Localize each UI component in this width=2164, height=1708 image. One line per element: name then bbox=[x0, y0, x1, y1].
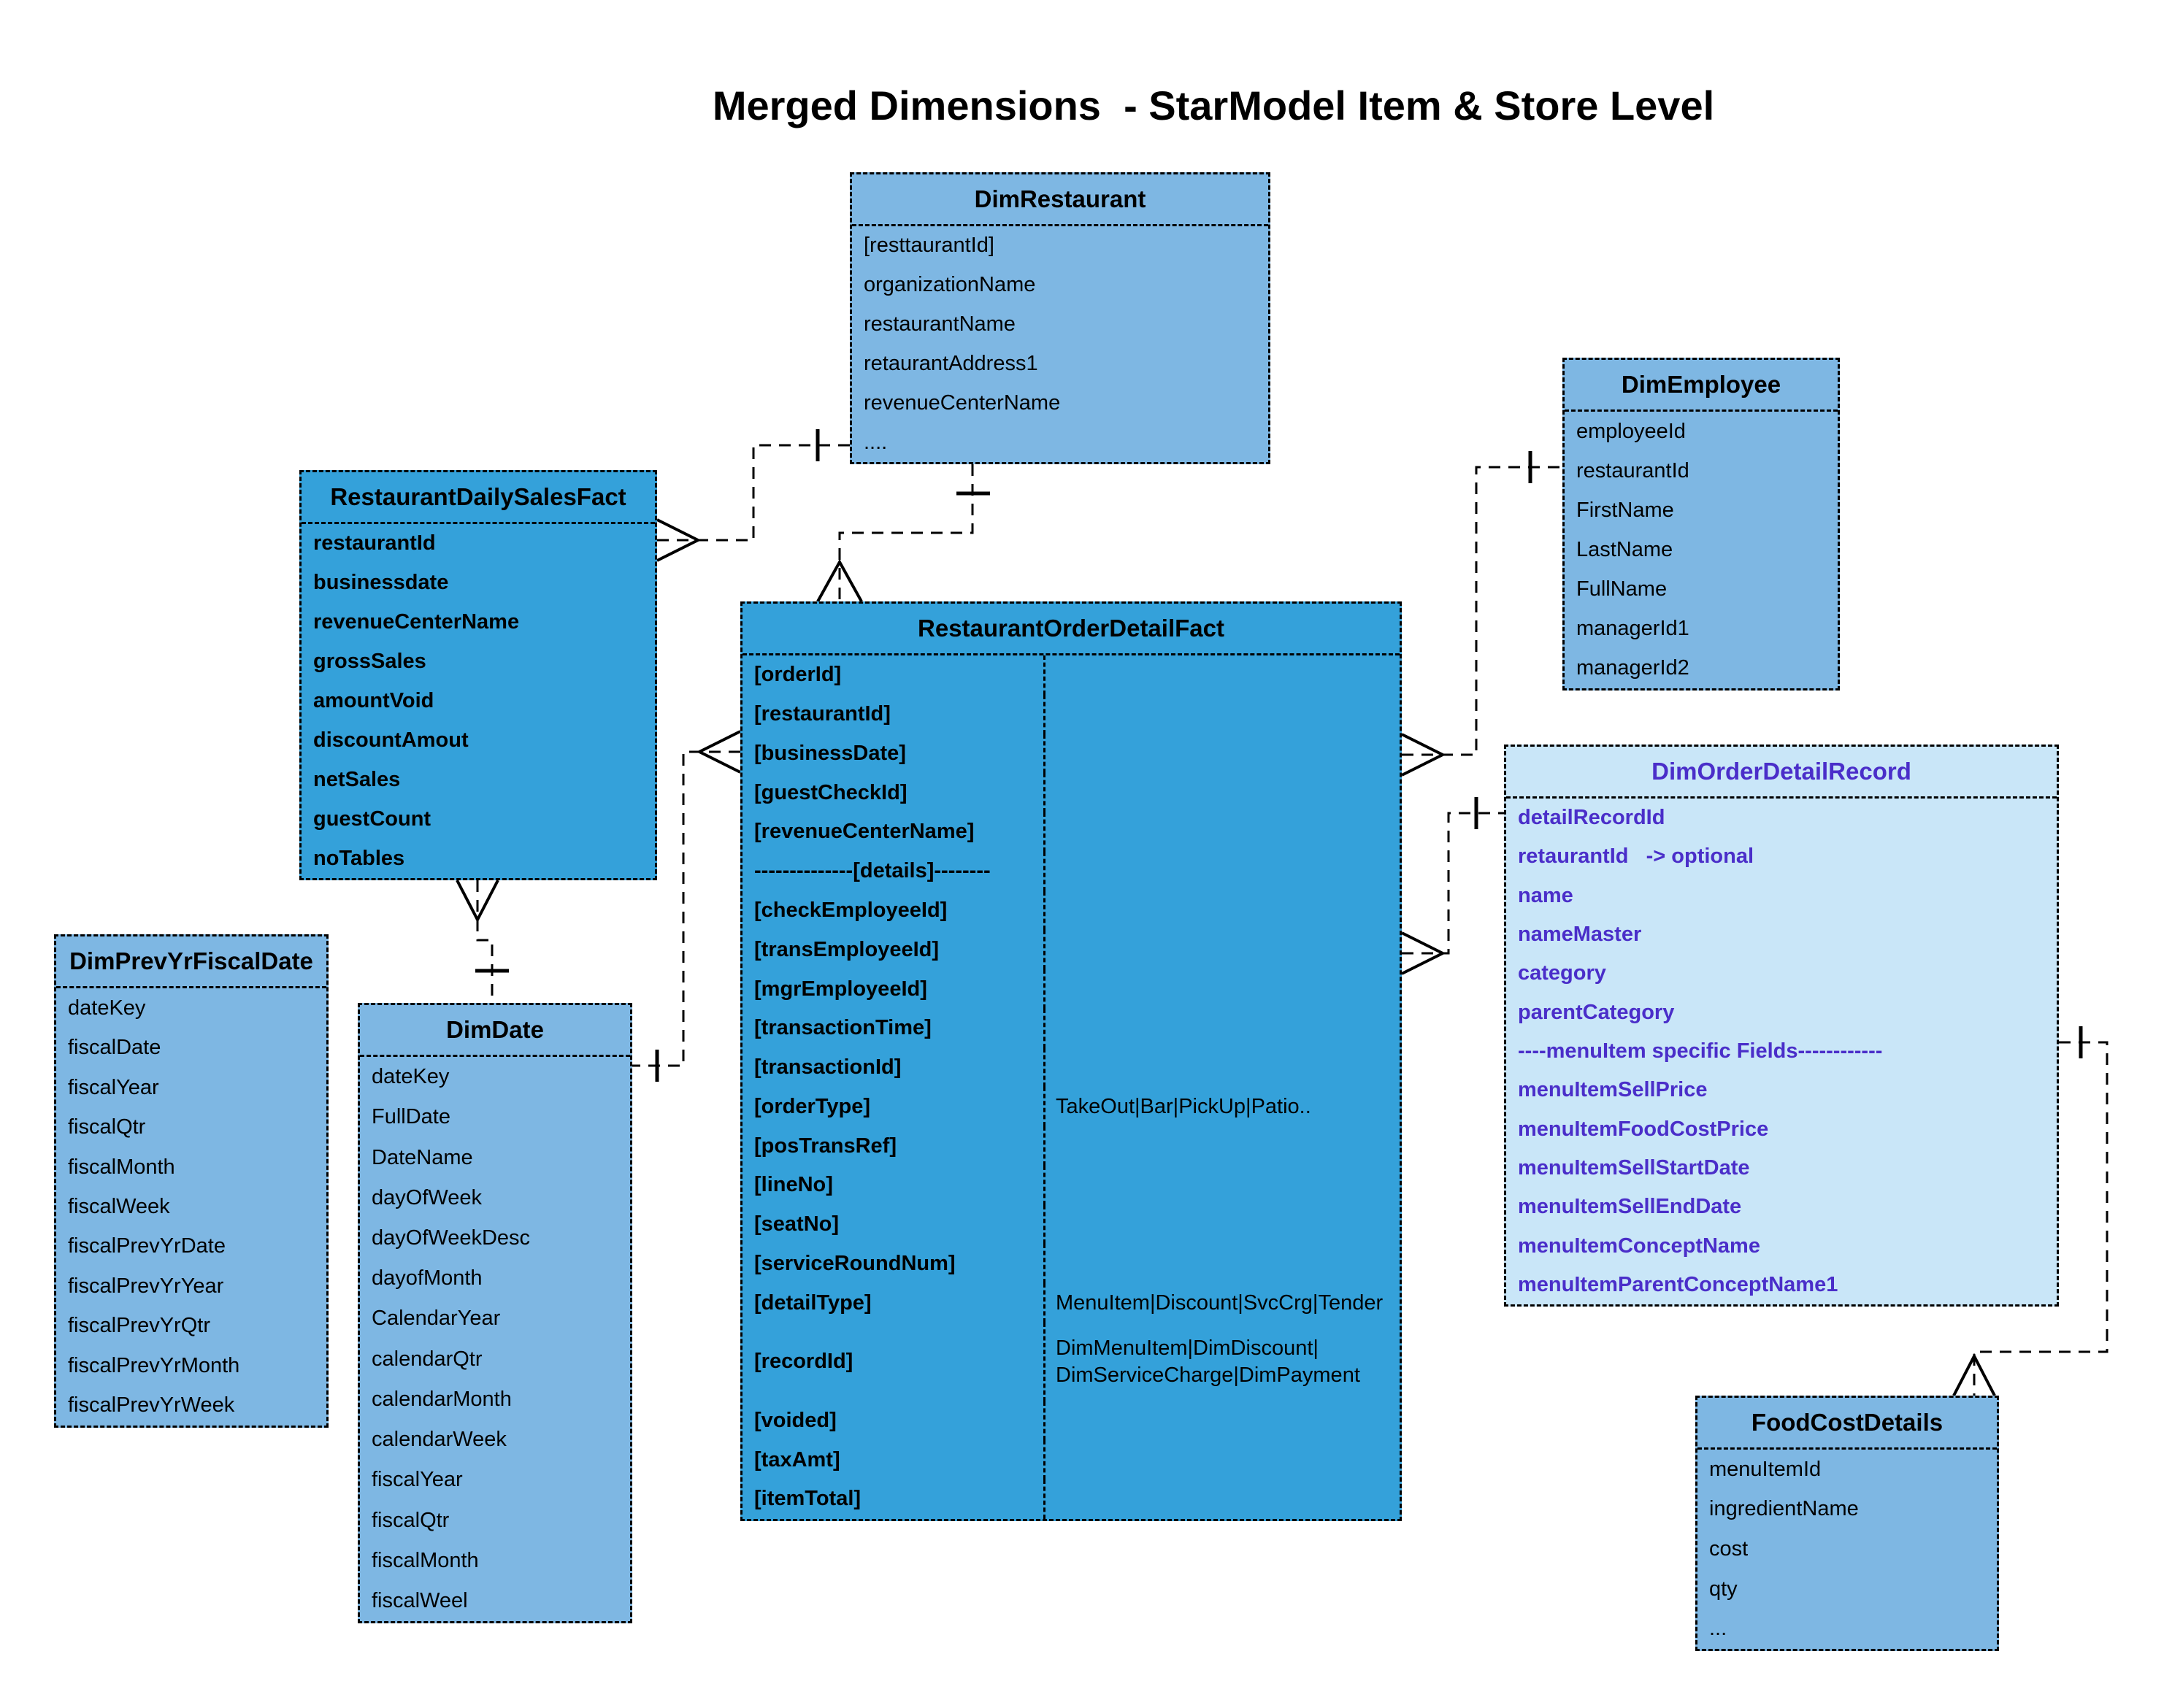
field-name: [orderType] bbox=[754, 1094, 870, 1118]
field-note bbox=[1043, 891, 1400, 931]
entity-dim-restaurant[interactable] bbox=[850, 172, 1270, 464]
field-row bbox=[743, 852, 1400, 891]
field-name: ... bbox=[1709, 1617, 1727, 1641]
field-row bbox=[743, 655, 1400, 695]
field-note bbox=[1043, 969, 1400, 1009]
field-name: fiscalMonth bbox=[68, 1155, 175, 1179]
field-row bbox=[743, 1205, 1400, 1245]
entity-restaurant-order-detail-fact[interactable] bbox=[740, 601, 1402, 1521]
field-name: [orderId] bbox=[754, 663, 842, 687]
field-row bbox=[743, 1440, 1400, 1480]
field-note: MenuItem|Discount|SvcCrg|Tender bbox=[1043, 1283, 1400, 1323]
field-name: calendarWeek bbox=[372, 1428, 507, 1452]
field-note bbox=[1043, 1126, 1400, 1166]
field-row bbox=[852, 266, 1268, 305]
field-row bbox=[56, 1307, 326, 1346]
field-note bbox=[1043, 655, 1400, 695]
entity-title: RestaurantOrderDetailFact bbox=[743, 604, 1400, 655]
field-name: [serviceRoundNum] bbox=[754, 1251, 956, 1275]
field-row bbox=[360, 1541, 630, 1581]
field-name: grossSales bbox=[313, 650, 426, 674]
field-name: parentCategory bbox=[1518, 1000, 1675, 1024]
field-row bbox=[360, 1218, 630, 1258]
field-note bbox=[1043, 1009, 1400, 1048]
field-note bbox=[1043, 930, 1400, 969]
field-name: qty bbox=[1709, 1577, 1738, 1601]
field-name: managerId1 bbox=[1576, 617, 1689, 641]
field-row bbox=[1565, 451, 1838, 491]
entity-food-cost-details[interactable] bbox=[1695, 1396, 1999, 1651]
field-row bbox=[743, 1166, 1400, 1205]
entity-fields bbox=[1506, 799, 2057, 1304]
field-row bbox=[1506, 1188, 2057, 1226]
field-name: fiscalWeek bbox=[68, 1194, 170, 1218]
field-row bbox=[1506, 1071, 2057, 1109]
field-name: guestCount bbox=[313, 807, 431, 831]
field-name: name bbox=[1518, 883, 1573, 907]
field-name: retaurantAddress1 bbox=[864, 351, 1038, 375]
field-row bbox=[1697, 1609, 1997, 1649]
field-name: [seatNo] bbox=[754, 1212, 840, 1236]
entity-fields bbox=[1565, 412, 1838, 688]
entity-fields bbox=[360, 1057, 630, 1621]
rel-dailysalesfact-dimdate-line bbox=[457, 880, 509, 1003]
field-row bbox=[56, 1227, 326, 1266]
field-row bbox=[1506, 1149, 2057, 1188]
field-row bbox=[56, 1386, 326, 1426]
field-row bbox=[360, 1380, 630, 1420]
entity-dim-employee[interactable] bbox=[1562, 358, 1840, 690]
field-row bbox=[743, 1244, 1400, 1283]
field-name: calendarMonth bbox=[372, 1387, 512, 1411]
field-row bbox=[56, 1028, 326, 1067]
field-name: detailRecordId bbox=[1518, 806, 1665, 830]
field-name: restaurantId bbox=[313, 531, 436, 555]
field-note bbox=[1043, 852, 1400, 891]
rel-orderdetailfact-dimemployee-line bbox=[1402, 451, 1562, 775]
field-row bbox=[1506, 1032, 2057, 1071]
field-note bbox=[1043, 1480, 1400, 1519]
field-name: ----menuItem specific Fields------------ bbox=[1518, 1039, 1883, 1063]
field-row bbox=[743, 773, 1400, 812]
entity-title: DimEmployee bbox=[1565, 360, 1838, 412]
entity-fields bbox=[302, 524, 655, 878]
field-name: dateKey bbox=[372, 1065, 450, 1089]
field-name: --------------[details]-------- bbox=[754, 859, 991, 883]
field-name: retaurantId -> optional bbox=[1518, 845, 1754, 869]
field-row bbox=[360, 1581, 630, 1621]
field-name: [revenueCenterName] bbox=[754, 820, 975, 844]
entity-fields bbox=[56, 988, 326, 1426]
field-name: dayOfWeek bbox=[372, 1185, 482, 1209]
field-name: netSales bbox=[313, 767, 401, 791]
field-row bbox=[1506, 993, 2057, 1032]
field-name: [taxAmt] bbox=[754, 1447, 840, 1472]
field-row bbox=[1506, 954, 2057, 993]
field-name: revenueCenterName bbox=[313, 610, 520, 634]
field-row bbox=[1565, 649, 1838, 688]
field-row bbox=[1506, 1226, 2057, 1265]
field-row bbox=[1506, 799, 2057, 837]
field-row bbox=[743, 1480, 1400, 1519]
field-name: noTables bbox=[313, 846, 405, 870]
field-name: fiscalMonth bbox=[372, 1548, 479, 1572]
field-note: DimMenuItem|DimDiscount| DimServiceCharge|DimPayment bbox=[1043, 1323, 1400, 1401]
field-row bbox=[743, 891, 1400, 931]
field-name: restaurantId bbox=[1576, 458, 1689, 482]
field-row bbox=[56, 1266, 326, 1306]
field-row bbox=[852, 344, 1268, 383]
field-row bbox=[743, 969, 1400, 1009]
field-note bbox=[1043, 773, 1400, 812]
field-name: CalendarYear bbox=[372, 1307, 501, 1331]
field-name: FullName bbox=[1576, 577, 1668, 601]
field-row bbox=[1565, 412, 1838, 451]
field-name: managerId2 bbox=[1576, 656, 1689, 680]
field-name: [transactionTime] bbox=[754, 1016, 932, 1040]
field-row bbox=[852, 423, 1268, 462]
field-name: [checkEmployeeId] bbox=[754, 898, 948, 922]
field-name: [transEmployeeId] bbox=[754, 937, 939, 961]
field-name: nameMaster bbox=[1518, 923, 1642, 947]
field-name: [itemTotal] bbox=[754, 1487, 862, 1511]
field-name: businessdate bbox=[313, 571, 449, 595]
field-name: dayOfWeekDesc bbox=[372, 1226, 531, 1250]
field-name: [resttaurantId] bbox=[864, 234, 994, 258]
field-row bbox=[743, 695, 1400, 734]
field-row bbox=[1565, 491, 1838, 530]
field-name: dateKey bbox=[68, 996, 146, 1020]
field-row bbox=[302, 799, 655, 839]
field-name: employeeId bbox=[1576, 419, 1686, 443]
field-row bbox=[56, 1187, 326, 1226]
field-name: [detailType] bbox=[754, 1290, 872, 1315]
field-name: [guestCheckId] bbox=[754, 780, 908, 804]
field-row bbox=[360, 1420, 630, 1460]
field-name: menuItemParentConceptName1 bbox=[1518, 1272, 1838, 1296]
field-row bbox=[743, 1401, 1400, 1441]
field-note bbox=[1043, 812, 1400, 852]
entity-fields bbox=[743, 655, 1400, 1519]
field-name: fiscalPrevYrMonth bbox=[68, 1353, 240, 1377]
entity-fields bbox=[1697, 1450, 1997, 1649]
field-row bbox=[1565, 530, 1838, 569]
field-row bbox=[743, 734, 1400, 774]
field-name: fiscalPrevYrYear bbox=[68, 1274, 224, 1298]
field-name: FirstName bbox=[1576, 498, 1674, 522]
field-name: [voided] bbox=[754, 1408, 837, 1432]
field-row bbox=[1697, 1569, 1997, 1609]
field-name: calendarQtr bbox=[372, 1347, 483, 1371]
field-name: [restaurantId] bbox=[754, 702, 891, 726]
field-name: revenueCenterName bbox=[864, 391, 1061, 415]
field-name: menuItemConceptName bbox=[1518, 1234, 1760, 1258]
field-name: fiscalPrevYrWeek bbox=[68, 1393, 235, 1417]
field-row bbox=[360, 1500, 630, 1540]
field-name: [businessDate] bbox=[754, 741, 906, 765]
entity-title: DimOrderDetailRecord bbox=[1506, 747, 2057, 799]
field-row bbox=[360, 1097, 630, 1137]
entity-restaurant-daily-sales-fact[interactable] bbox=[299, 470, 657, 880]
field-name: organizationName bbox=[864, 273, 1036, 297]
field-name: discountAmout bbox=[313, 728, 469, 752]
field-row bbox=[852, 305, 1268, 345]
field-note bbox=[1043, 734, 1400, 774]
field-row bbox=[56, 1147, 326, 1187]
field-name: [recordId] bbox=[754, 1350, 853, 1374]
entity-title: RestaurantDailySalesFact bbox=[302, 472, 655, 524]
field-name: DateName bbox=[372, 1145, 473, 1169]
field-row bbox=[56, 988, 326, 1028]
field-row bbox=[360, 1339, 630, 1380]
entity-title: DimPrevYrFiscalDate bbox=[56, 936, 326, 988]
field-row bbox=[1697, 1450, 1997, 1490]
field-row bbox=[1697, 1529, 1997, 1569]
entity-fields bbox=[852, 226, 1268, 462]
rel-orderdetailfact-dimrestaurant-line bbox=[818, 464, 990, 601]
field-name: menuItemId bbox=[1709, 1457, 1822, 1481]
field-row bbox=[1697, 1490, 1997, 1530]
field-name: [lineNo] bbox=[754, 1173, 833, 1197]
field-name: LastName bbox=[1576, 537, 1673, 561]
entity-title: FoodCostDetails bbox=[1697, 1398, 1997, 1450]
field-name: .... bbox=[864, 430, 888, 454]
field-row bbox=[56, 1346, 326, 1385]
field-row bbox=[1506, 837, 2057, 876]
field-note bbox=[1043, 695, 1400, 734]
rel-orderdetailfact-dimorderdetailrecord-line bbox=[1402, 797, 1504, 974]
field-name: fiscalYear bbox=[68, 1075, 159, 1099]
rel-dailysalesfact-dimrestaurant-line bbox=[657, 429, 850, 561]
field-row bbox=[1565, 609, 1838, 649]
field-name: restaurantName bbox=[864, 312, 1016, 336]
field-name: FullDate bbox=[372, 1105, 450, 1129]
field-row bbox=[360, 1258, 630, 1299]
entity-title: DimDate bbox=[360, 1005, 630, 1057]
field-name: category bbox=[1518, 961, 1606, 985]
field-name: menuItemSellEndDate bbox=[1518, 1195, 1742, 1219]
field-row bbox=[743, 1087, 1400, 1126]
field-row bbox=[56, 1068, 326, 1107]
field-name: [transactionId] bbox=[754, 1055, 902, 1080]
field-row bbox=[302, 524, 655, 563]
field-row bbox=[743, 930, 1400, 969]
field-row bbox=[302, 642, 655, 682]
field-name: menuItemSellPrice bbox=[1518, 1078, 1708, 1102]
field-name: cost bbox=[1709, 1536, 1749, 1561]
field-note bbox=[1043, 1440, 1400, 1480]
field-name: [mgrEmployeeId] bbox=[754, 977, 927, 1001]
field-row bbox=[360, 1178, 630, 1218]
field-note bbox=[1043, 1205, 1400, 1245]
field-row bbox=[1506, 1266, 2057, 1304]
field-name: menuItemFoodCostPrice bbox=[1518, 1117, 1769, 1141]
entity-title: DimRestaurant bbox=[852, 174, 1268, 226]
field-row bbox=[302, 760, 655, 799]
field-name: fiscalPrevYrDate bbox=[68, 1234, 226, 1258]
field-note: TakeOut|Bar|PickUp|Patio.. bbox=[1043, 1087, 1400, 1126]
field-row bbox=[360, 1057, 630, 1097]
entity-dim-order-detail-record[interactable] bbox=[1504, 745, 2059, 1307]
field-name: fiscalPrevYrQtr bbox=[68, 1314, 210, 1338]
field-row bbox=[743, 1323, 1400, 1401]
field-name: fiscalDate bbox=[68, 1036, 161, 1060]
field-row bbox=[302, 839, 655, 878]
field-name: ingredientName bbox=[1709, 1497, 1859, 1521]
entity-dim-prev-yr-fiscal-date[interactable] bbox=[54, 934, 329, 1428]
field-name: amountVoid bbox=[313, 689, 434, 712]
field-row bbox=[852, 226, 1268, 266]
field-name: menuItemSellStartDate bbox=[1518, 1155, 1750, 1180]
field-row bbox=[743, 812, 1400, 852]
field-name: fiscalQtr bbox=[372, 1508, 450, 1532]
field-row bbox=[1506, 1110, 2057, 1149]
field-row bbox=[302, 720, 655, 760]
diagram-title: Merged Dimensions - StarModel Item & Store Level bbox=[712, 82, 1715, 128]
field-row bbox=[743, 1009, 1400, 1048]
field-row bbox=[360, 1299, 630, 1339]
field-row bbox=[1565, 570, 1838, 609]
field-row bbox=[302, 603, 655, 642]
field-row bbox=[360, 1137, 630, 1177]
field-row bbox=[852, 383, 1268, 423]
field-row bbox=[360, 1460, 630, 1500]
field-row bbox=[1506, 877, 2057, 915]
field-note bbox=[1043, 1401, 1400, 1441]
field-row bbox=[743, 1048, 1400, 1088]
field-name: fiscalWeel bbox=[372, 1588, 468, 1612]
entity-dim-date[interactable] bbox=[358, 1003, 632, 1623]
field-note bbox=[1043, 1244, 1400, 1283]
field-name: dayofMonth bbox=[372, 1266, 483, 1290]
field-row bbox=[56, 1107, 326, 1147]
field-name: fiscalYear bbox=[372, 1468, 463, 1492]
field-name: [posTransRef] bbox=[754, 1134, 897, 1158]
field-row bbox=[302, 682, 655, 721]
field-name: fiscalQtr bbox=[68, 1115, 146, 1139]
field-note bbox=[1043, 1048, 1400, 1088]
field-row bbox=[1506, 915, 2057, 954]
field-row bbox=[743, 1283, 1400, 1323]
field-row bbox=[302, 563, 655, 603]
field-row bbox=[743, 1126, 1400, 1166]
field-note bbox=[1043, 1166, 1400, 1205]
